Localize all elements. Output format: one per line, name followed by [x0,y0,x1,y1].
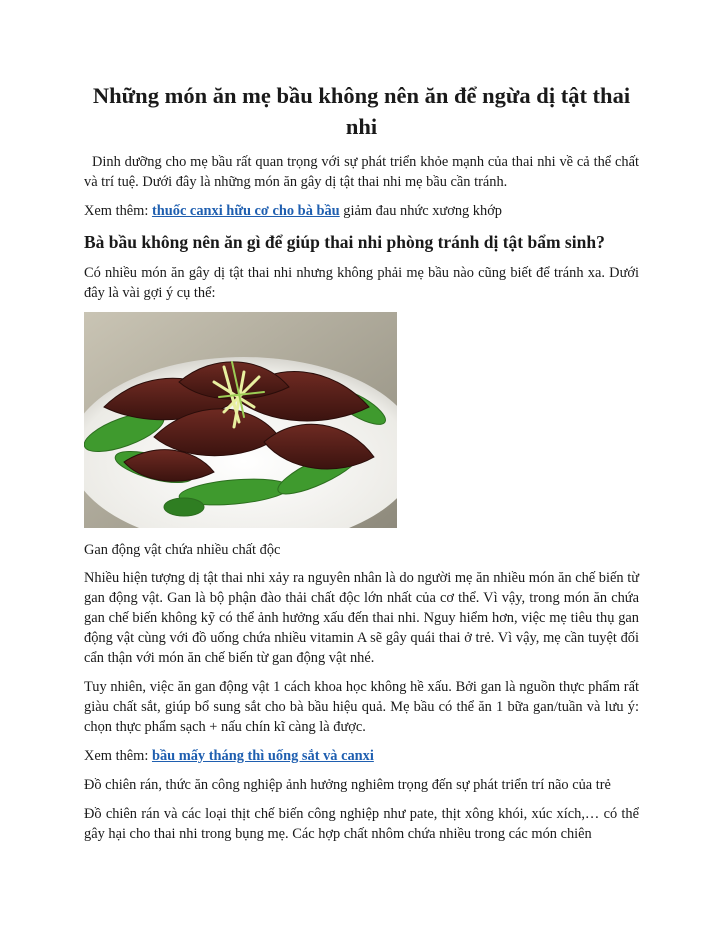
image-caption: Gan động vật chứa nhiều chất độc [84,542,281,558]
see-more-suffix: giảm đau nhức xương khớp [339,203,502,219]
section-heading: Bà bầu không nên ăn gì để giúp thai nhi phòng tránh dị tật bẩm sinh? [84,232,605,252]
link-calcium-supplement[interactable]: thuốc canxi hữu cơ cho bà bầu [151,203,340,219]
see-more-prefix: Xem thêm: [84,203,152,219]
fried-food-paragraph: Đồ chiên rán và các loại thịt chế biến công nghiệp như pate, thịt xông khói, xúc xích,… có thể gây hại cho thai nhi trong bụng mẹ. Các hợp chất nhôm chứa nhiều trong các món chiên [84,806,639,842]
fried-food-heading: Đồ chiên rán, thức ăn công nghiệp ảnh hưởng nghiêm trọng đến sự phát triển trí não của trẻ [84,777,611,793]
paragraph-liver-1: Nhiều hiện tượng dị tật thai nhi xảy ra nguyên nhân là do người mẹ ăn nhiều món ăn chế biến từ gan động vật. Gan là bộ phận đào thải chất độc lớn nhất của cơ thể. Vì vậy, trong món ăn chứa gan chế biến không kỹ có thể ảnh hưởng xấu đến thai nhi. Nguy hiểm hơn, việc mẹ tiêu thụ gan động vật cùng với đồ uống chứa nhiều vitamin A sẽ gây quái thai ở trẻ. Vì vậy, mẹ cần tuyệt đối cẩn thận với món ăn chế biến từ gan động vật nhé. [84,570,639,666]
see-more-prefix-2: Xem thêm: [84,748,152,764]
fried-liver-dish-photo [84,312,397,528]
document-page [84,80,639,853]
see-more-line-1 [84,201,639,221]
see-more-line-2 [84,746,639,766]
intro-paragraph: Dinh dưỡng cho mẹ bầu rất quan trọng với sự phát triển khỏe mạnh của thai nhi về cả thể chất và trí tuệ. Dưới đây là những món ăn gây dị tật thai nhi mẹ bầu cần tránh. [84,154,639,190]
page-title: Những món ăn mẹ bầu không nên ăn để ngừa dị tật thai nhi [92,83,631,139]
paragraph-liver-2: Tuy nhiên, việc ăn gan động vật 1 cách khoa học không hề xấu. Bởi gan là nguồn thực phẩm rất giàu chất sắt, giúp bổ sung sắt cho bà bầu hiệu quả. Mẹ bầu có thể ăn 1 bữa gan/tuần và lưu ý: chọn thực phẩm sạch + nấu chín kĩ càng là được. [84,679,639,735]
dish-illustration [84,312,397,528]
link-iron-calcium-timing[interactable]: bầu mấy tháng thì uống sắt và canxi [151,748,374,764]
section-intro: Có nhiều món ăn gây dị tật thai nhi nhưng không phải mẹ bầu nào cũng biết để tránh xa. Dưới đây là vài gợi ý cụ thể: [84,265,639,301]
